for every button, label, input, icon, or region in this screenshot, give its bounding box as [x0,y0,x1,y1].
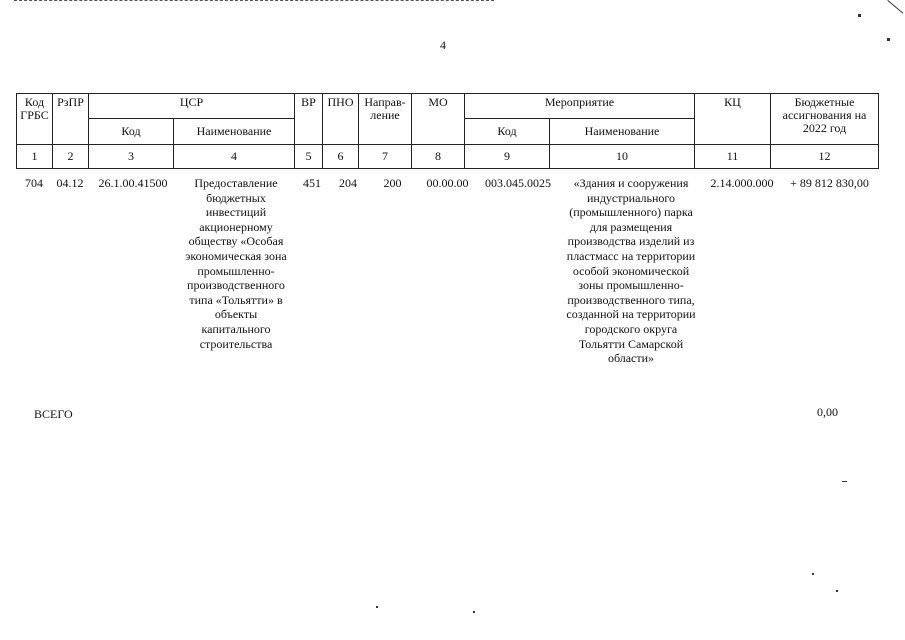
column-number: 2 [53,145,89,169]
budget-table-header [16,93,879,169]
page-number: 4 [440,38,446,52]
header-mo: МО [412,94,465,145]
scan-dot [842,481,847,482]
column-number: 4 [174,145,295,169]
cell-budget: + 89 812 830,00 [790,176,869,190]
cell-csr-code: 26.1.00.41500 [98,176,168,190]
cell-kc: 2.14.000.000 [710,176,774,190]
cell-event-name: «Здания и сооружения индустриального (промышленного) парка для размещения производства изделий из пластмасс на территории особой экономической зоны промышленно-производственного типа, созданной на территории городского округа Тольятти Самарской области» [566,176,696,366]
cell-csr-name: Предоставление бюджетных инвестиций акционерному обществу «Особая экономическая зона промышленно-производственного типа «Тольятти» в объекты капитального строительства [185,176,287,351]
column-number: 1 [17,145,53,169]
cell-pno: 204 [339,176,357,190]
header-event: Мероприятие [465,94,695,119]
header-budget: Бюджетные ассигнования на 2022 год [771,94,879,145]
header-event-code: Код [465,119,550,145]
header-kc: КЦ [695,94,771,145]
scan-dot [858,14,861,17]
column-number: 12 [771,145,879,169]
column-number: 7 [359,145,412,169]
cell-grbs: 704 [25,176,43,190]
column-number: 5 [295,145,323,169]
scan-dot [376,606,378,608]
header-pno: ПНО [323,94,359,145]
header-vr: ВР [295,94,323,145]
column-number: 10 [550,145,695,169]
header-event-name: Наименование [550,119,695,145]
header-csr-code: Код [89,119,174,145]
header-grbs: Код ГРБС [17,94,53,145]
scan-dot [473,611,475,613]
column-number: 3 [89,145,174,169]
top-dashed-rule [14,0,494,1]
header-direction: Направ-ление [359,94,412,145]
header-csr: ЦСР [89,94,295,119]
header-rzpr: РзПР [53,94,89,145]
corner-scan-line [887,0,903,14]
cell-direction: 200 [383,176,402,190]
cell-event-code: 003.045.0025 [485,176,551,190]
column-number: 9 [465,145,550,169]
total-label: ВСЕГО [34,407,73,421]
column-number: 8 [412,145,465,169]
scan-dot [812,573,814,575]
cell-vr: 451 [303,176,321,190]
header-csr-name: Наименование [174,119,295,145]
cell-rzpr: 04.12 [56,176,84,190]
scan-dot [887,38,890,41]
column-number: 11 [695,145,771,169]
total-value: 0,00 [817,405,838,419]
cell-mo: 00.00.00 [426,176,469,190]
column-number: 6 [323,145,359,169]
scan-dot [836,590,838,592]
